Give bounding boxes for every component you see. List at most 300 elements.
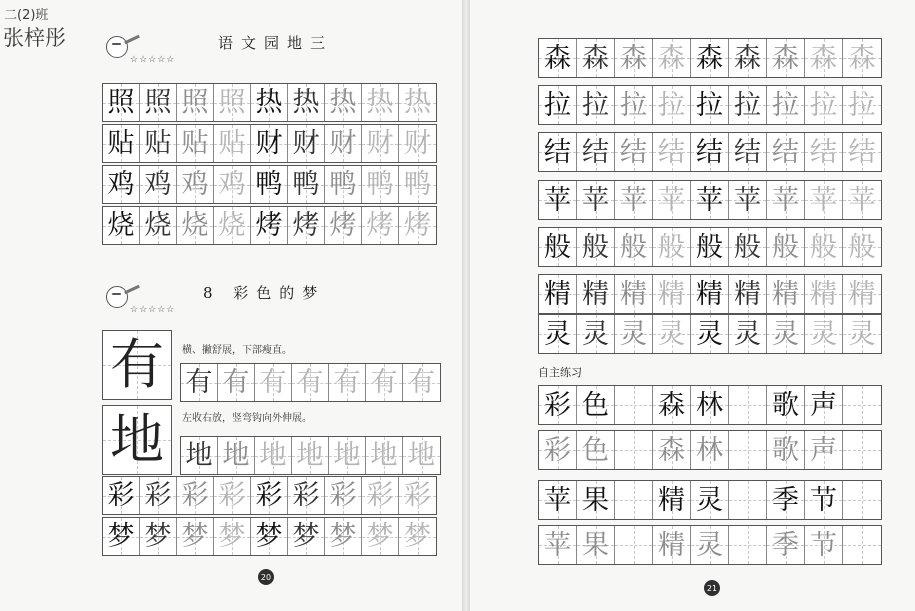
practice-cell	[366, 437, 403, 474]
practice-char: 梦	[144, 521, 172, 552]
practice-char: 烧	[181, 210, 209, 241]
practice-cell	[103, 166, 140, 203]
practice-cell	[691, 133, 729, 171]
practice-row	[538, 132, 882, 172]
practice-char: 灵	[544, 318, 571, 350]
handwritten-class: 二(2)班	[4, 8, 49, 23]
practice-cell	[767, 133, 805, 171]
practice-cell	[615, 181, 653, 219]
practice-char: 精	[696, 278, 723, 310]
practice-row	[102, 83, 437, 122]
practice-cell	[399, 207, 436, 244]
guide-box-1	[102, 330, 172, 400]
practice-char: 热	[255, 87, 283, 118]
mascot-icon	[106, 286, 128, 308]
practice-char: 结	[848, 136, 876, 168]
practice-cell	[403, 364, 440, 401]
practice-char: 鸡	[218, 169, 246, 200]
practice-char: 般	[620, 231, 647, 263]
practice-cell	[729, 315, 767, 353]
practice-cell	[325, 84, 362, 121]
practice-cell	[729, 39, 767, 77]
practice-char: 财	[366, 128, 394, 159]
practice-cell	[539, 481, 577, 519]
practice-char: 财	[255, 128, 283, 159]
guide-box-2	[102, 405, 172, 475]
practice-char: 梦	[329, 521, 357, 552]
practice-cell	[691, 481, 729, 519]
practice-row	[538, 430, 882, 470]
practice-cell	[362, 207, 399, 244]
practice-cell	[362, 84, 399, 121]
practice-row	[102, 124, 437, 163]
practice-cell	[539, 526, 577, 564]
practice-char: 苹	[544, 484, 571, 516]
practice-row	[538, 85, 882, 125]
practice-cell	[843, 315, 881, 353]
self-practice-label: 自主练习	[538, 366, 582, 379]
practice-cell	[255, 364, 292, 401]
practice-cell	[577, 228, 615, 266]
practice-cell	[767, 526, 805, 564]
practice-cell	[325, 207, 362, 244]
practice-char: 节	[810, 484, 837, 516]
practice-char: 般	[658, 231, 685, 263]
practice-char: 烧	[144, 210, 172, 241]
practice-char: 般	[544, 231, 571, 263]
practice-row	[102, 517, 437, 556]
practice-cell	[805, 431, 843, 469]
practice-char: 有	[185, 367, 213, 398]
practice-cell	[691, 526, 729, 564]
practice-char: 彩	[366, 480, 394, 511]
practice-cell	[805, 133, 843, 171]
practice-cell	[399, 518, 436, 555]
practice-char: 精	[620, 278, 647, 310]
practice-cell	[729, 275, 767, 313]
practice-cell	[325, 166, 362, 203]
practice-row	[538, 38, 882, 78]
practice-cell	[691, 386, 729, 424]
practice-cell	[103, 125, 140, 162]
practice-cell	[577, 481, 615, 519]
practice-char: 灵	[582, 318, 609, 350]
practice-char: 歌	[772, 434, 799, 466]
practice-cell	[181, 437, 218, 474]
practice-char: 彩	[218, 480, 246, 511]
practice-cell	[653, 39, 691, 77]
practice-cell	[653, 315, 691, 353]
practice-cell	[653, 133, 691, 171]
practice-char: 梦	[292, 521, 320, 552]
practice-cell	[103, 477, 140, 514]
practice-cell	[366, 364, 403, 401]
practice-cell	[729, 481, 767, 519]
practice-cell	[325, 477, 362, 514]
practice-row	[538, 180, 882, 220]
book-spine	[462, 0, 470, 611]
practice-cell	[691, 228, 729, 266]
practice-char: 果	[582, 484, 609, 516]
practice-cell	[691, 39, 729, 77]
practice-cell	[329, 437, 366, 474]
practice-cell	[653, 86, 691, 124]
practice-row	[180, 363, 441, 402]
practice-cell	[615, 133, 653, 171]
practice-cell	[843, 181, 881, 219]
practice-char: 精	[772, 278, 799, 310]
practice-char: 烧	[218, 210, 246, 241]
stroke-note-1: 横、撇舒展，下部瘦直。	[182, 345, 292, 356]
practice-cell	[140, 207, 177, 244]
practice-char: 贴	[181, 128, 209, 159]
practice-char: 拉	[810, 89, 837, 121]
practice-char: 苹	[734, 184, 761, 216]
practice-char: 结	[772, 136, 799, 168]
section-title: 语文园地三	[218, 34, 334, 52]
practice-cell	[577, 133, 615, 171]
practice-cell	[140, 166, 177, 203]
practice-cell	[539, 431, 577, 469]
practice-cell	[805, 386, 843, 424]
practice-char: 结	[696, 136, 723, 168]
practice-cell	[140, 125, 177, 162]
practice-cell	[653, 526, 691, 564]
practice-char: 鸭	[404, 169, 431, 200]
practice-cell	[251, 207, 288, 244]
practice-cell	[843, 133, 881, 171]
practice-char: 灵	[620, 318, 647, 350]
practice-char: 鸡	[107, 169, 135, 200]
practice-char: 有	[222, 367, 250, 398]
practice-char: 灵	[696, 484, 723, 516]
practice-cell	[767, 228, 805, 266]
practice-cell	[767, 431, 805, 469]
practice-char: 结	[734, 136, 761, 168]
practice-char: 色	[582, 434, 609, 466]
practice-char: 拉	[582, 89, 609, 121]
practice-cell	[251, 125, 288, 162]
practice-cell	[539, 86, 577, 124]
practice-cell	[177, 125, 214, 162]
practice-cell	[577, 86, 615, 124]
practice-char: 彩	[181, 480, 209, 511]
practice-char: 地	[296, 440, 324, 471]
practice-char: 苹	[544, 529, 571, 561]
practice-char: 果	[582, 529, 609, 561]
lesson-title: 8 彩色的梦	[203, 284, 326, 302]
practice-char: 拉	[848, 89, 876, 121]
practice-cell	[362, 518, 399, 555]
practice-char: 彩	[329, 480, 357, 511]
guide-char-1: 有	[110, 333, 164, 396]
practice-char: 烤	[255, 210, 283, 241]
practice-char: 热	[329, 87, 357, 118]
practice-cell	[399, 166, 436, 203]
practice-char: 拉	[696, 89, 723, 121]
practice-char: 彩	[107, 480, 135, 511]
practice-char: 季	[772, 484, 799, 516]
practice-char: 梦	[255, 521, 283, 552]
practice-cell	[214, 207, 251, 244]
practice-char: 照	[218, 87, 246, 118]
practice-cell	[805, 39, 843, 77]
practice-row	[102, 476, 437, 515]
page-number-right: 21	[704, 580, 720, 596]
practice-cell	[362, 166, 399, 203]
practice-cell	[251, 518, 288, 555]
practice-cell	[577, 386, 615, 424]
practice-char: 热	[366, 87, 394, 118]
practice-cell	[103, 518, 140, 555]
practice-char: 烧	[107, 210, 135, 241]
practice-row	[538, 385, 882, 425]
practice-char: 灵	[658, 318, 685, 350]
practice-cell	[288, 477, 325, 514]
practice-char: 森	[772, 42, 799, 74]
guide-char-2: 地	[110, 408, 164, 471]
practice-cell	[362, 477, 399, 514]
practice-char: 森	[658, 434, 685, 466]
practice-cell	[805, 481, 843, 519]
practice-char: 苹	[544, 184, 571, 216]
handwritten-name: 张梓彤	[3, 26, 66, 50]
practice-cell	[292, 437, 329, 474]
practice-cell	[140, 84, 177, 121]
practice-row	[538, 314, 882, 354]
practice-cell	[539, 228, 577, 266]
practice-cell	[399, 84, 436, 121]
practice-char: 有	[259, 367, 287, 398]
practice-cell	[140, 477, 177, 514]
practice-cell	[615, 386, 653, 424]
practice-char: 烤	[329, 210, 357, 241]
practice-cell	[653, 481, 691, 519]
practice-char: 地	[259, 440, 287, 471]
practice-cell	[691, 431, 729, 469]
practice-char: 精	[582, 278, 609, 310]
practice-char: 地	[408, 440, 435, 471]
practice-char: 苹	[582, 184, 609, 216]
practice-cell	[653, 386, 691, 424]
practice-char: 有	[408, 367, 435, 398]
practice-char: 结	[582, 136, 609, 168]
practice-char: 彩	[292, 480, 320, 511]
practice-char: 灵	[734, 318, 761, 350]
practice-cell	[767, 275, 805, 313]
practice-cell	[329, 364, 366, 401]
practice-char: 结	[544, 136, 571, 168]
practice-char: 节	[810, 529, 837, 561]
practice-cell	[615, 431, 653, 469]
practice-cell	[729, 431, 767, 469]
practice-char: 有	[296, 367, 324, 398]
practice-cell	[177, 166, 214, 203]
practice-cell	[805, 228, 843, 266]
practice-char: 梦	[218, 521, 246, 552]
practice-char: 灵	[848, 318, 876, 350]
practice-cell	[805, 86, 843, 124]
practice-char: 贴	[107, 128, 135, 159]
practice-char: 般	[582, 231, 609, 263]
practice-char: 鸭	[292, 169, 320, 200]
practice-char: 热	[404, 87, 431, 118]
practice-cell	[251, 84, 288, 121]
practice-char: 财	[292, 128, 320, 159]
practice-cell	[539, 315, 577, 353]
practice-cell	[177, 84, 214, 121]
practice-char: 精	[810, 278, 837, 310]
practice-cell	[177, 207, 214, 244]
practice-char: 结	[620, 136, 647, 168]
practice-cell	[292, 364, 329, 401]
practice-cell	[140, 518, 177, 555]
practice-row	[102, 165, 437, 204]
practice-char: 地	[185, 440, 213, 471]
practice-cell	[288, 207, 325, 244]
practice-char: 照	[144, 87, 172, 118]
practice-char: 苹	[848, 184, 876, 216]
practice-char: 鸭	[366, 169, 394, 200]
practice-cell	[729, 133, 767, 171]
practice-cell	[539, 386, 577, 424]
practice-cell	[805, 275, 843, 313]
practice-cell	[729, 181, 767, 219]
practice-char: 烤	[404, 210, 431, 241]
mascot-icon	[106, 36, 128, 58]
practice-char: 鸡	[181, 169, 209, 200]
practice-row	[538, 274, 882, 314]
practice-char: 贴	[144, 128, 172, 159]
practice-char: 贴	[218, 128, 246, 159]
practice-char: 般	[772, 231, 799, 263]
rating-stars: ☆☆☆☆☆	[130, 55, 176, 65]
practice-char: 地	[222, 440, 250, 471]
practice-char: 森	[810, 42, 837, 74]
practice-char: 拉	[734, 89, 761, 121]
practice-char: 精	[848, 278, 876, 310]
practice-row	[180, 436, 441, 475]
practice-char: 般	[696, 231, 723, 263]
practice-char: 灵	[772, 318, 799, 350]
practice-char: 林	[696, 389, 723, 421]
practice-char: 季	[772, 529, 799, 561]
practice-char: 苹	[772, 184, 799, 216]
practice-char: 声	[810, 389, 837, 421]
practice-cell	[214, 477, 251, 514]
practice-cell	[214, 166, 251, 203]
practice-cell	[214, 518, 251, 555]
practice-cell	[767, 315, 805, 353]
practice-cell	[577, 39, 615, 77]
practice-cell	[288, 518, 325, 555]
practice-char: 森	[544, 42, 571, 74]
practice-cell	[691, 275, 729, 313]
practice-char: 灵	[696, 529, 723, 561]
practice-char: 财	[404, 128, 431, 159]
practice-char: 鸭	[255, 169, 283, 200]
practice-cell	[251, 477, 288, 514]
practice-cell	[539, 133, 577, 171]
practice-cell	[805, 526, 843, 564]
practice-char: 有	[333, 367, 361, 398]
practice-cell	[843, 386, 881, 424]
practice-cell	[729, 386, 767, 424]
practice-cell	[103, 207, 140, 244]
practice-cell	[615, 315, 653, 353]
practice-row	[538, 525, 882, 565]
practice-char: 歌	[772, 389, 799, 421]
practice-cell	[214, 84, 251, 121]
practice-cell	[691, 181, 729, 219]
practice-char: 森	[658, 42, 685, 74]
practice-cell	[218, 437, 255, 474]
practice-cell	[362, 125, 399, 162]
practice-row	[102, 206, 437, 245]
practice-cell	[615, 481, 653, 519]
practice-cell	[843, 275, 881, 313]
practice-cell	[729, 526, 767, 564]
rating-stars: ☆☆☆☆☆	[130, 305, 176, 315]
practice-char: 灵	[810, 318, 837, 350]
stroke-note-2: 左收右放，竖弯钩向外伸展。	[182, 413, 312, 424]
practice-cell	[615, 39, 653, 77]
practice-cell	[539, 39, 577, 77]
practice-cell	[177, 477, 214, 514]
practice-char: 彩	[544, 389, 571, 421]
practice-cell	[288, 125, 325, 162]
practice-char: 拉	[620, 89, 647, 121]
practice-cell	[843, 228, 881, 266]
practice-cell	[805, 315, 843, 353]
practice-cell	[251, 166, 288, 203]
practice-cell	[403, 437, 440, 474]
practice-char: 林	[696, 434, 723, 466]
practice-char: 森	[582, 42, 609, 74]
practice-row	[538, 227, 882, 267]
practice-cell	[615, 228, 653, 266]
practice-char: 财	[329, 128, 357, 159]
practice-cell	[805, 181, 843, 219]
practice-char: 照	[181, 87, 209, 118]
practice-cell	[843, 481, 881, 519]
practice-char: 森	[848, 42, 876, 74]
practice-char: 精	[658, 529, 685, 561]
practice-cell	[325, 125, 362, 162]
practice-char: 有	[370, 367, 398, 398]
practice-char: 梦	[107, 521, 135, 552]
practice-cell	[103, 84, 140, 121]
practice-cell	[288, 84, 325, 121]
practice-cell	[577, 181, 615, 219]
practice-cell	[653, 275, 691, 313]
practice-cell	[214, 125, 251, 162]
practice-cell	[767, 181, 805, 219]
practice-char: 森	[696, 42, 723, 74]
practice-char: 精	[734, 278, 761, 310]
practice-char: 拉	[772, 89, 799, 121]
practice-cell	[767, 386, 805, 424]
practice-row	[538, 480, 882, 520]
practice-cell	[653, 431, 691, 469]
practice-cell	[325, 518, 362, 555]
practice-char: 结	[658, 136, 685, 168]
practice-char: 苹	[620, 184, 647, 216]
practice-char: 照	[107, 87, 135, 118]
practice-cell	[843, 431, 881, 469]
practice-char: 声	[810, 434, 837, 466]
practice-cell	[767, 481, 805, 519]
